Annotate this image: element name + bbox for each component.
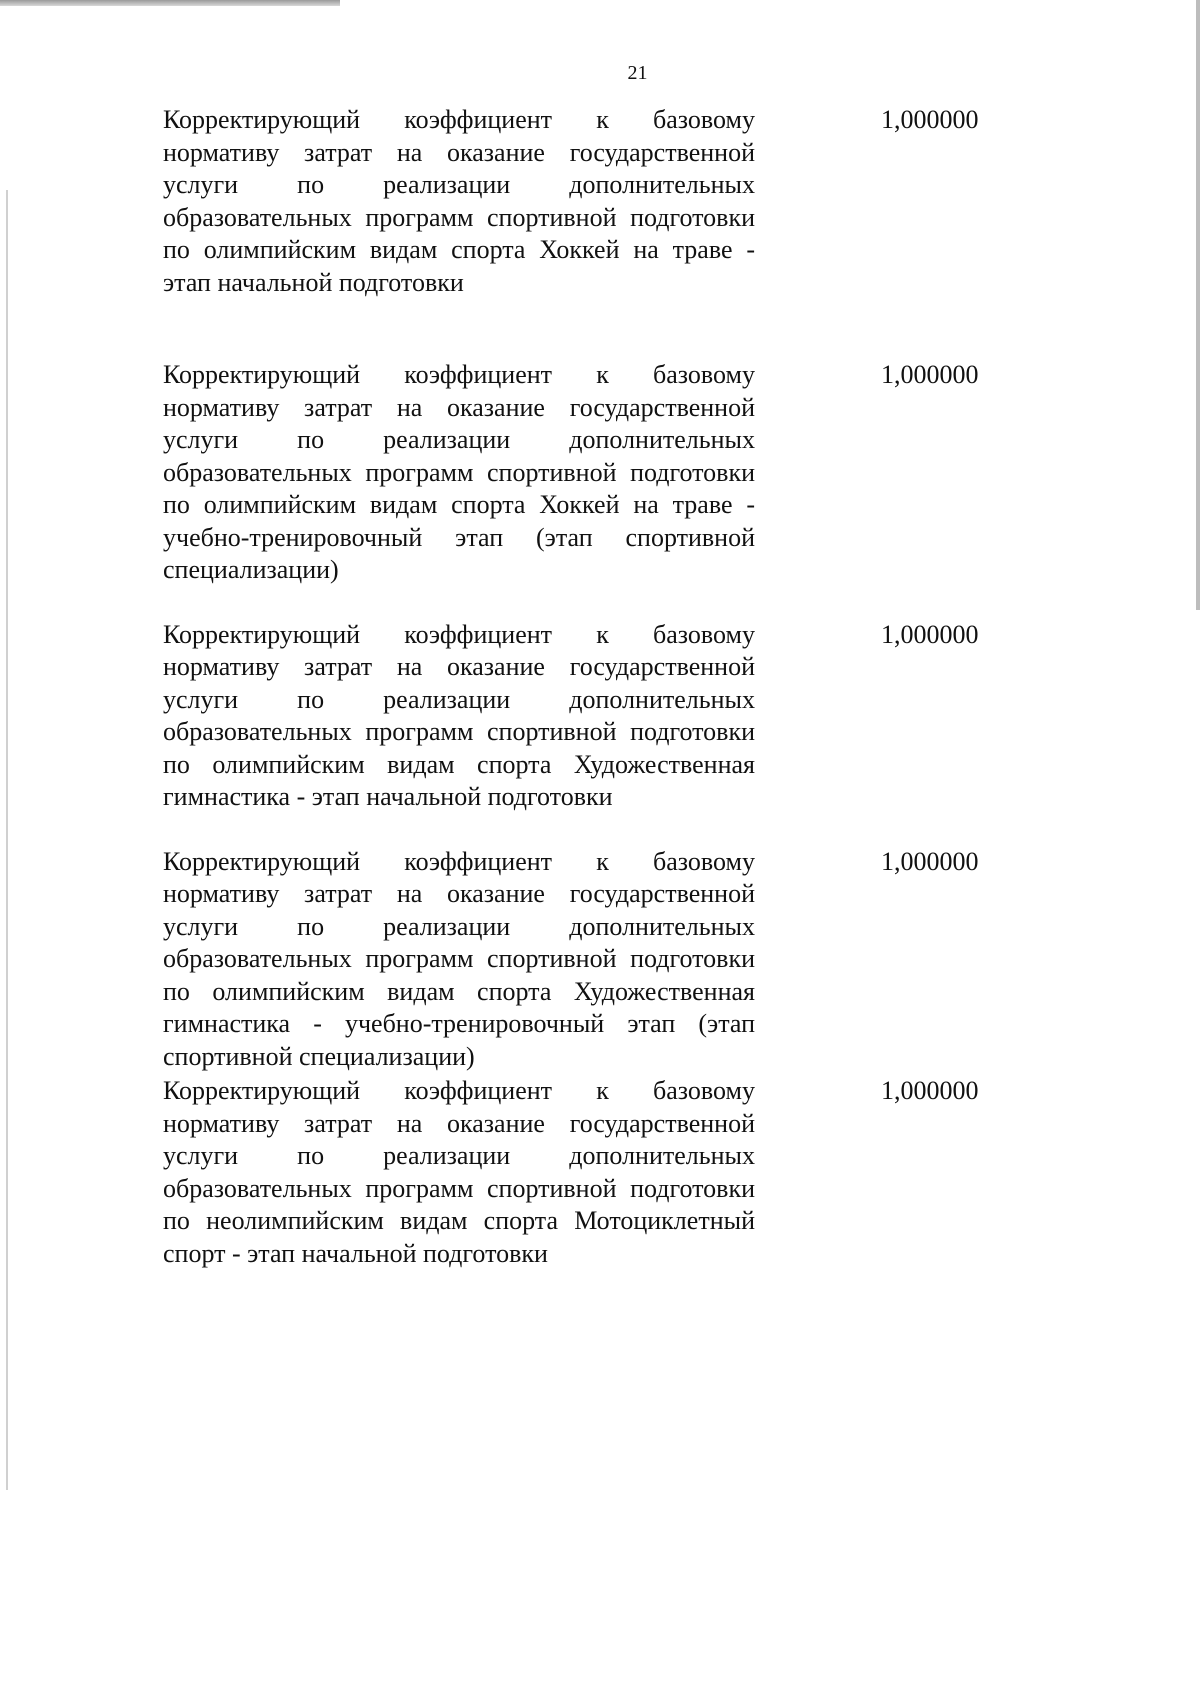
coefficient-description: Корректирующий коэффициент к базовому нормативу затрат на оказание государственной услуги по реализации дополнительных образовательных программ спортивной подготовки по олимпийским видам спорта Хоккей на траве - учебно-тренировочный этап (этап спортивной специализации): [163, 360, 755, 584]
coefficient-value: 1,000000: [881, 360, 979, 389]
entry-spacer: [163, 299, 1013, 359]
coefficient-value: 1,000000: [881, 619, 979, 649]
coefficient-list: [163, 104, 1013, 1270]
scan-border-left: [6, 190, 8, 1490]
coefficient-value: 1,000000: [881, 105, 979, 134]
coefficient-value: 1,000000: [881, 846, 979, 876]
page-number: 21: [627, 62, 648, 84]
coefficient-entry: [163, 1075, 1013, 1270]
coefficient-entry: [163, 359, 1013, 587]
coefficient-value: 1,000000: [881, 1076, 979, 1105]
coefficient-entry: [163, 104, 1013, 299]
scan-border-right: [1196, 0, 1200, 610]
entry-spacer: [163, 814, 1013, 846]
coefficient-description: Корректирующий коэффициент к базовому нормативу затрат на оказание государственной услуги по реализации дополнительных образовательных программ спортивной подготовки по олимпийским видам спорта Художественная гимнастика - этап начальной подготовки: [163, 619, 755, 811]
scan-border-top: [0, 0, 340, 6]
coefficient-entry: [163, 846, 1013, 1074]
coefficient-description: Корректирующий коэффициент к базовому нормативу затрат на оказание государственной услуги по реализации дополнительных образовательных программ спортивной подготовки по олимпийским видам спорта Хоккей на траве - этап начальной подготовки: [163, 105, 755, 297]
coefficient-description: Корректирующий коэффициент к базовому нормативу затрат на оказание государственной услуги по реализации дополнительных образовательных программ спортивной подготовки по олимпийским видам спорта Художественная гимнастика - учебно-тренировочный этап (этап спортивной специализации): [163, 846, 755, 1071]
coefficient-entry: [163, 619, 1013, 814]
entry-spacer: [163, 587, 1013, 619]
coefficient-description: Корректирующий коэффициент к базовому нормативу затрат на оказание государственной услуги по реализации дополнительных образовательных программ спортивной подготовки по неолимпийским видам спорта Мотоциклетный спорт - этап начальной подготовки: [163, 1076, 755, 1268]
